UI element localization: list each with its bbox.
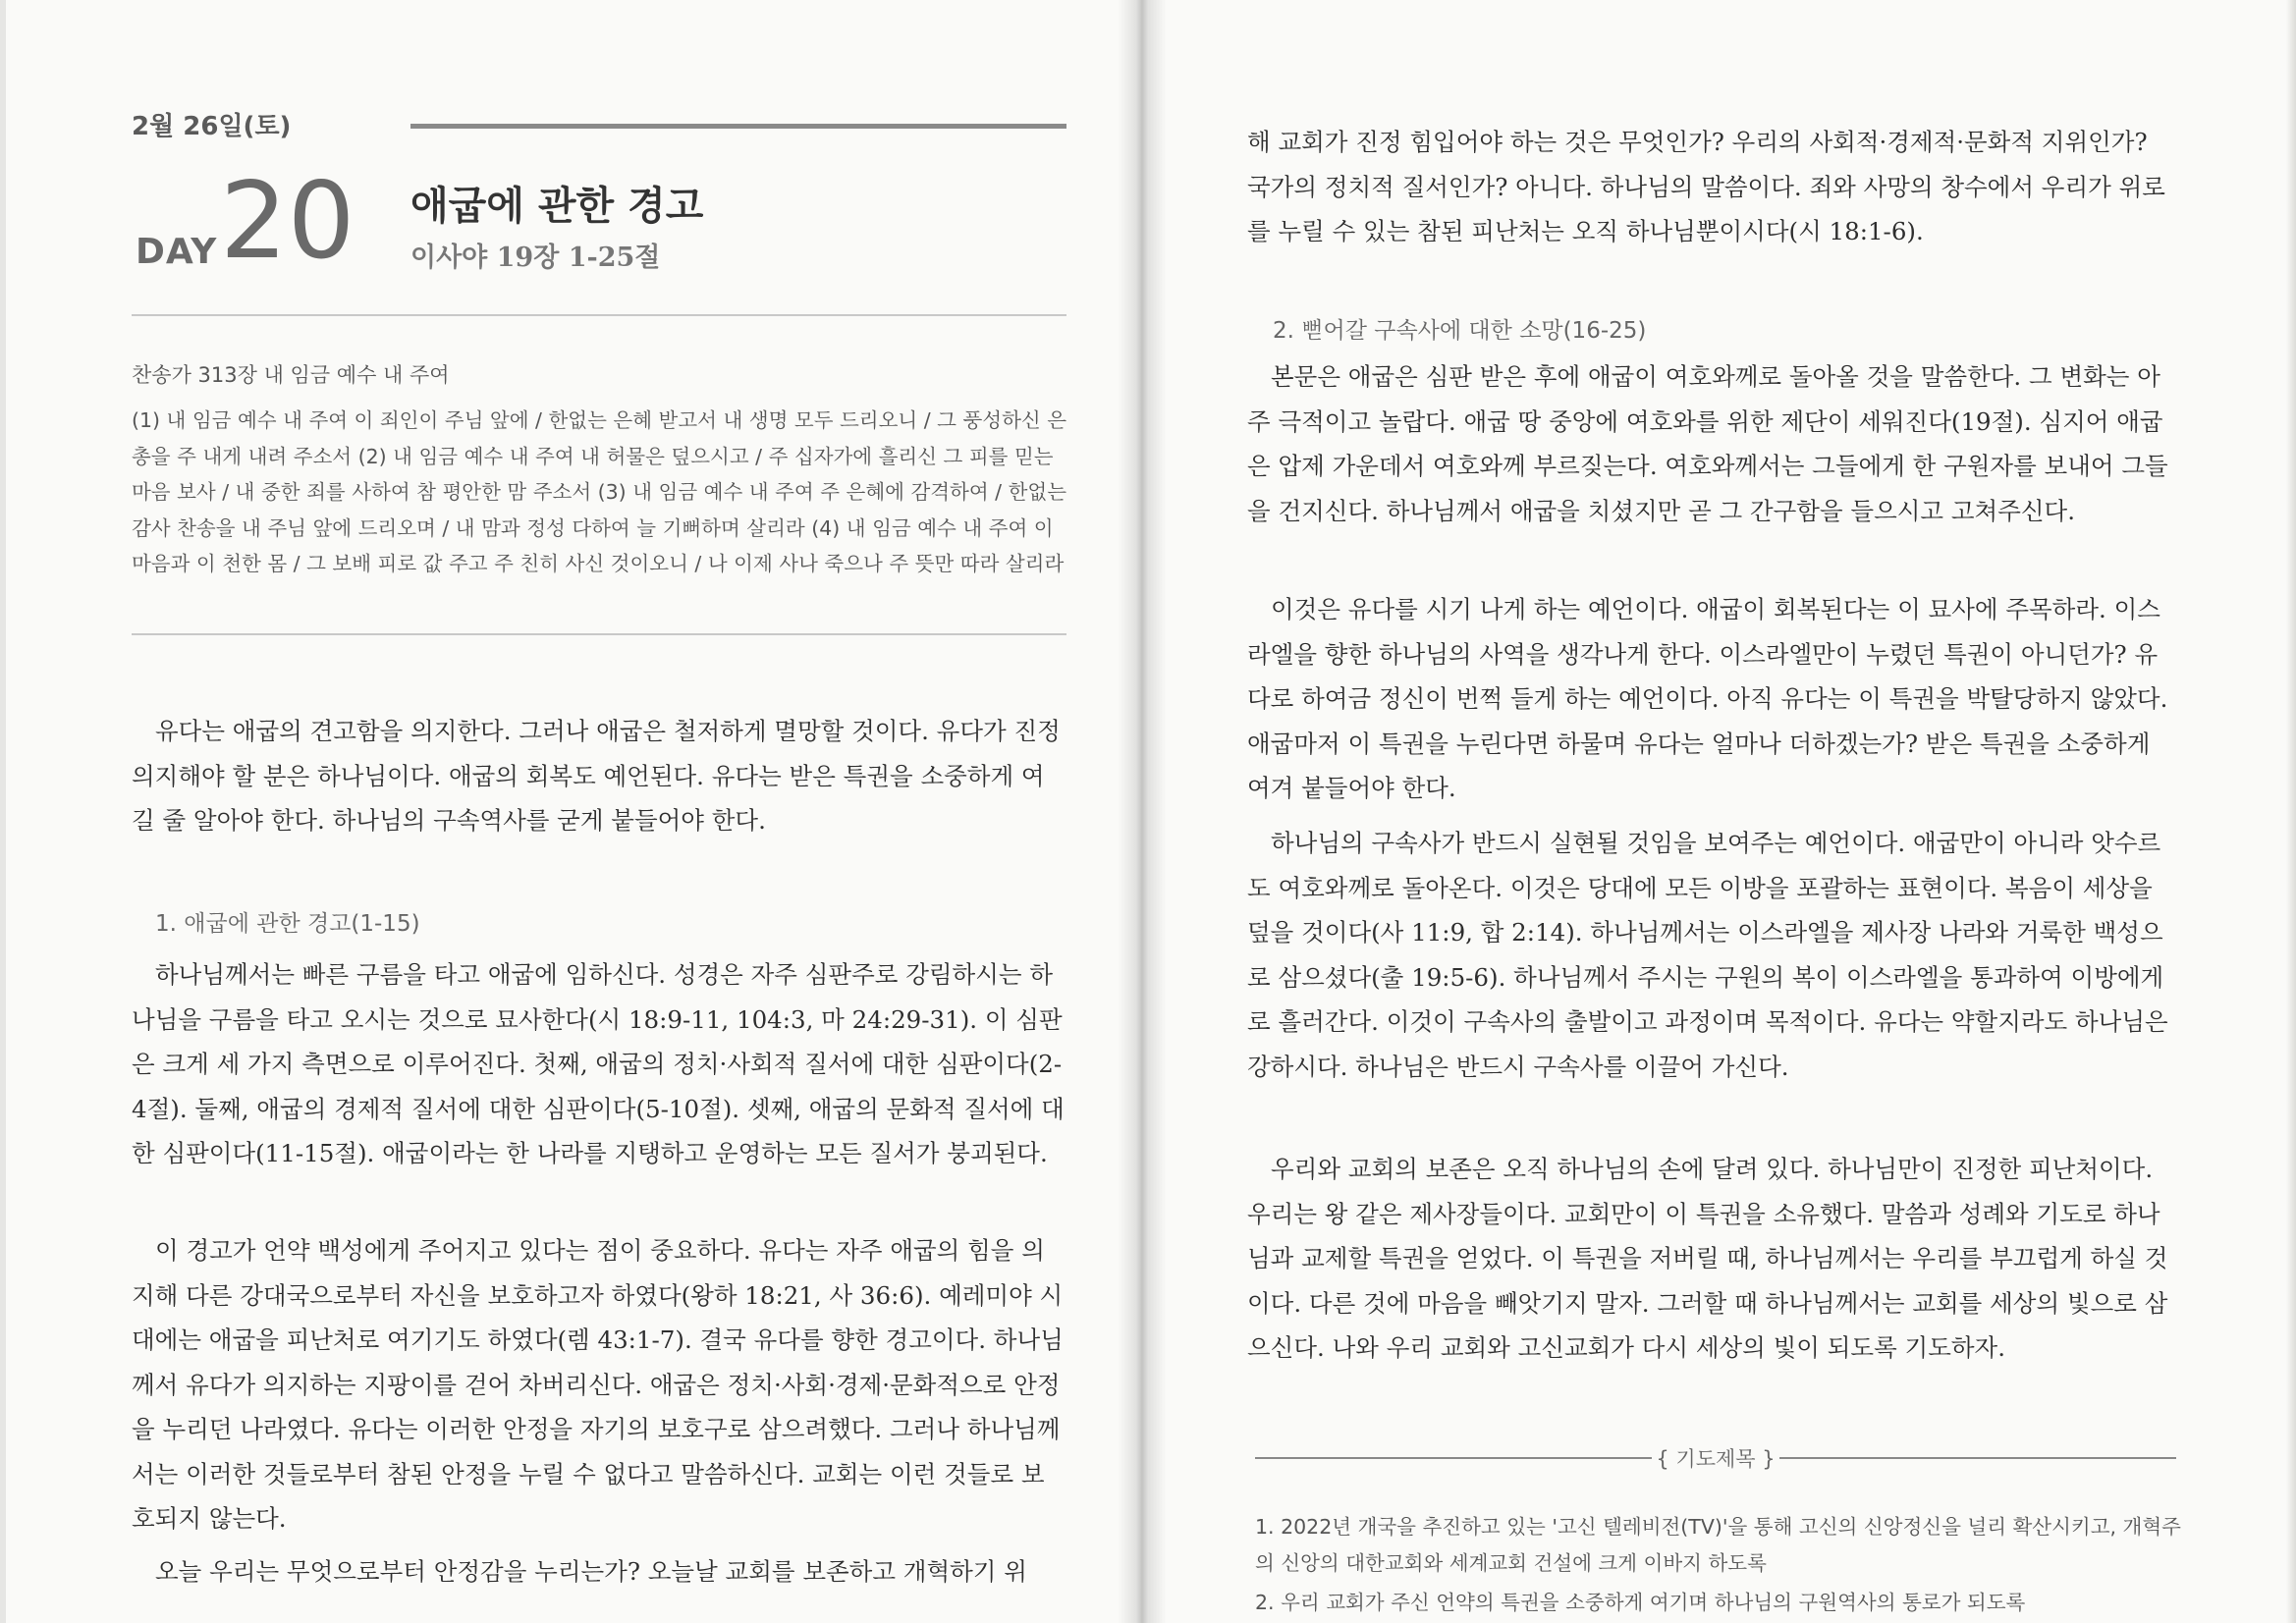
body-paragraph: 해 교회가 진정 힘입어야 하는 것은 무엇인가? 우리의 사회적·경제적·문화적 지위인가? 국가의 정치적 질서인가? 아니다. 하나님의 말씀이다. 죄와 사망의 창수에서 우리가 위로를 누릴 수 있는 참된 피난처는 오직 하나님뿐이시다(시 18:1-6). — [1247, 128, 2165, 245]
prayer-heading-label: { 기도제목 } — [1656, 1447, 1776, 1471]
prayer-item: 1. 2022년 개국을 추진하고 있는 '고신 텔레비전(TV)'을 통해 고신의 신앙정신을 널리 확산시키고, 개혁주의 신앙의 대한교회와 세계교회 건설에 크게 이바지 하도록 — [1255, 1515, 2181, 1575]
prayer-rule — [1255, 1457, 1652, 1459]
prayer-item: 2. 우리 교회가 주신 언약의 특권을 소중하게 여기며 하나님의 구원역사의 통로가 되도록 — [1255, 1591, 2026, 1614]
left-page — [0, 0, 1137, 1623]
intro-paragraph: 유다는 애굽의 견고함을 의지한다. 그러나 애굽은 철저하게 멸망할 것이다. 유다가 진정 의지해야 할 분은 하나님이다. 애굽의 회복도 예언된다. 유다는 받은 특권을 소중하게 여길 줄 알아야 한다. 하나님의 구속역사를 굳게 붙들어야 한다. — [132, 717, 1061, 835]
body-paragraph: 하나님께서는 빠른 구름을 타고 애굽에 임하신다. 성경은 자주 심판주로 강림하시는 하나님을 구름을 타고 오시는 것으로 묘사한다(시 18:9-11, 104:3, 마 24:29-31). 이 심판은 크게 세 가지 측면으로 이루어진다. 첫째, 애굽의 정치·사회적 질서에 대한 심판이다(2-4절). 둘째, 애굽의 경제적 질서에 대한 심판이다(5-10절). 셋째, 애굽의 문화적 질서에 대한 심판이다(11-15절). 애굽이라는 한 나라를 지탱하고 운영하는 모든 질서가 붕괴된다. — [132, 960, 1065, 1167]
prayer-rule — [1779, 1457, 2176, 1459]
scripture-reference: 이사야 19장 1-25절 — [410, 243, 661, 273]
prayer-heading — [1255, 1443, 2176, 1473]
day-number: 20 — [220, 160, 355, 283]
body-paragraph: 하나님의 구속사가 반드시 실현될 것임을 보여주는 예언이다. 애굽만이 아니라 앗수르도 여호와께로 돌아온다. 이것은 당대에 모든 이방을 포괄하는 표현이다. 복음이 세상을 덮을 것이다(사 11:9, 합 2:14). 하나님께서는 이스라엘을 제사장 나라와 거룩한 백성으로 삼으셨다(출 19:5-6). 하나님께서 주시는 구원의 복이 이스라엘을 통과하여 이방에게로 흘러간다. 이것이 구속사의 출발이고 과정이며 목적이다. 유다는 약할지라도 하나님은 강하시다. 하나님은 반드시 구속사를 이끌어 가신다. — [1247, 829, 2168, 1081]
day-label: DAY — [136, 232, 218, 272]
body-paragraph: 우리와 교회의 보존은 오직 하나님의 손에 달려 있다. 하나님만이 진정한 피난처이다. 우리는 왕 같은 제사장들이다. 교회만이 이 특권을 소유했다. 말씀과 성례와 기도로 하나님과 교제할 특권을 얻었다. 이 특권을 저버릴 때, 하나님께서는 우리를 부끄럽게 하실 것이다. 다른 것에 마음을 빼앗기지 말자. 그러할 때 하나님께서는 교회를 세상의 빛으로 삼으신다. 나와 우리 교회와 고신교회가 다시 세상의 빛이 되도록 기도하자. — [1247, 1155, 2168, 1362]
hymn-lyrics: (1) 내 임금 예수 내 주여 이 죄인이 주님 앞에 / 한없는 은혜 받고서 내 생명 모두 드리오니 / 그 풍성하신 은총을 주 내게 내려 주소서 (2) 내 임금 예수 내 주여 내 허물은 덮으시고 / 주 십자가에 흘리신 그 피를 믿는 마음 보사 / 내 중한 죄를 사하여 참 평안한 맘 주소서 (3) 내 임금 예수 내 주여 주 은혜에 감격하여 / 한없는 감사 찬송을 내 주님 앞에 드리오며 / 내 맘과 정성 다하여 늘 기뻐하며 살리라 (4) 내 임금 예수 내 주여 이 마음과 이 천한 몸 / 그 보배 피로 값 주고 주 친히 사신 것이오니 / 나 이제 사나 죽으나 주 뜻만 따라 살리라 — [132, 408, 1067, 575]
page-edge — [2286, 0, 2296, 1623]
body-paragraph: 오늘 우리는 무엇으로부터 안정감을 누리는가? 오늘날 교회를 보존하고 개혁하기 위 — [155, 1557, 1027, 1586]
divider — [132, 314, 1066, 316]
reading-title: 애굽에 관한 경고 — [410, 183, 704, 229]
section-heading: 2. 뻗어갈 구속사에 대한 소망(16-25) — [1273, 318, 1647, 344]
body-paragraph: 이 경고가 언약 백성에게 주어지고 있다는 점이 중요하다. 유다는 자주 애굽의 힘을 의지해 다른 강대국으로부터 자신을 보호하고자 하였다(왕하 18:21, 사 36:6). 예레미야 시대에는 애굽을 피난처로 여기기도 하였다(렘 43:1-7). 결국 유다를 향한 경고이다. 하나님께서 유다가 의지하는 지팡이를 걷어 차버리신다. 애굽은 정치·사회·경제·문화적으로 안정을 누리던 나라였다. 유다는 이러한 안정을 자기의 보호구로 삼으려했다. 그러나 하나님께서는 이러한 것들로부터 참된 안정을 누릴 수 없다고 말씀하신다. 교회는 이런 것들로 보호되지 않는다. — [132, 1236, 1064, 1533]
date-label: 2월 26일(토) — [132, 112, 292, 141]
body-paragraph: 이것은 유다를 시기 나게 하는 예언이다. 애굽이 회복된다는 이 묘사에 주목하라. 이스라엘을 향한 하나님의 사역을 생각나게 한다. 이스라엘만이 누렸던 특권이 아니던가? 유다로 하여금 정신이 번쩍 들게 하는 예언이다. 아직 유다는 이 특권을 박탈당하지 않았다. 애굽마저 이 특권을 누린다면 하물며 유다는 얼마나 더하겠는가? 받은 특권을 소중하게 여겨 붙들어야 한다. — [1247, 595, 2168, 802]
header-rule — [410, 124, 1066, 129]
page-edge — [0, 0, 6, 1623]
divider — [132, 633, 1066, 635]
hymn-title: 찬송가 313장 내 임금 예수 내 주여 — [132, 363, 450, 387]
body-paragraph: 본문은 애굽은 심판 받은 후에 애굽이 여호와께로 돌아올 것을 말씀한다. 그 변화는 아주 극적이고 놀랍다. 애굽 땅 중앙에 여호와를 위한 제단이 세워진다(19절). 심지어 애굽은 압제 가운데서 여호와께 부르짖는다. 여호와께서는 그들에게 한 구원자를 보내어 그들을 건지신다. 하나님께서 애굽을 치셨지만 곧 그 간구함을 들으시고 고쳐주신다. — [1247, 362, 2168, 525]
book-gutter — [1118, 0, 1167, 1623]
section-heading: 1. 애굽에 관한 경고(1-15) — [155, 911, 420, 937]
